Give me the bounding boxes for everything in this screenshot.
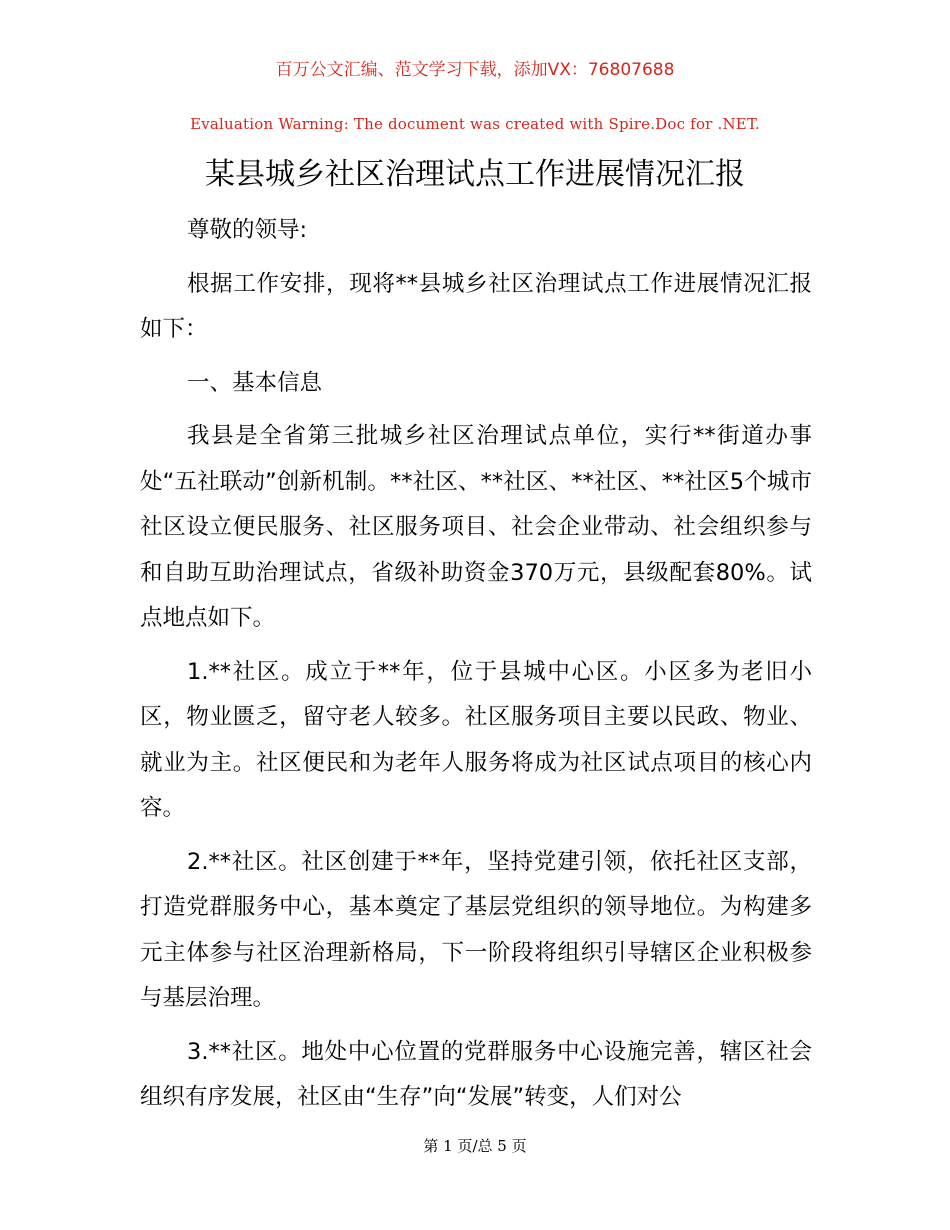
evaluation-warning: Evaluation Warning: The document was created with Spire.Doc for .NET.: [190, 115, 760, 133]
salutation: 尊敬的领导:: [187, 217, 308, 243]
header-banner: 百万公文汇编、范文学习下载，添加VX：76807688: [275, 60, 675, 80]
section-heading: 一、基本信息: [187, 369, 323, 396]
page-number: 第 1 页/总 5 页: [423, 1137, 527, 1155]
paragraph-basic-info: 我县是全省第三批城乡社区治理试点单位，实行**街道办事处“五社联动”创新机制。**社区、**社区、**社区、**社区5个城市社区设立便民服务、社区服务项目、社会企业带动、社会组织参与和自助互助治理试点，省级补助资金370万元，县级配套80%。试点地点如下。: [140, 423, 812, 631]
paragraph-community-1: 1.**社区。成立于**年，位于县城中心区。小区多为老旧小区，物业匮乏，留守老人较多。社区服务项目主要以民政、物业、就业为主。社区便民和为老年人服务将成为社区试点项目的核心内容。: [140, 658, 812, 821]
document-body: [140, 208, 812, 1129]
document-title: 某县城乡社区治理试点工作进展情况汇报: [205, 157, 745, 192]
paragraph-community-3: 3.**社区。地处中心位置的党群服务中心设施完善，辖区社会组织有序发展，社区由“生存”向“发展”转变，人们对公: [140, 1038, 812, 1110]
paragraph-intro: 根据工作安排，现将**县城乡社区治理试点工作进展情况汇报如下：: [140, 270, 812, 342]
paragraph-community-2: 2.**社区。社区创建于**年，坚持党建引领，依托社区支部，打造党群服务中心，基本奠定了基层党组织的领导地位。为构建多元主体参与社区治理新格局，下一阶段将组织引导辖区企业积极参与基层治理。: [140, 848, 812, 1011]
